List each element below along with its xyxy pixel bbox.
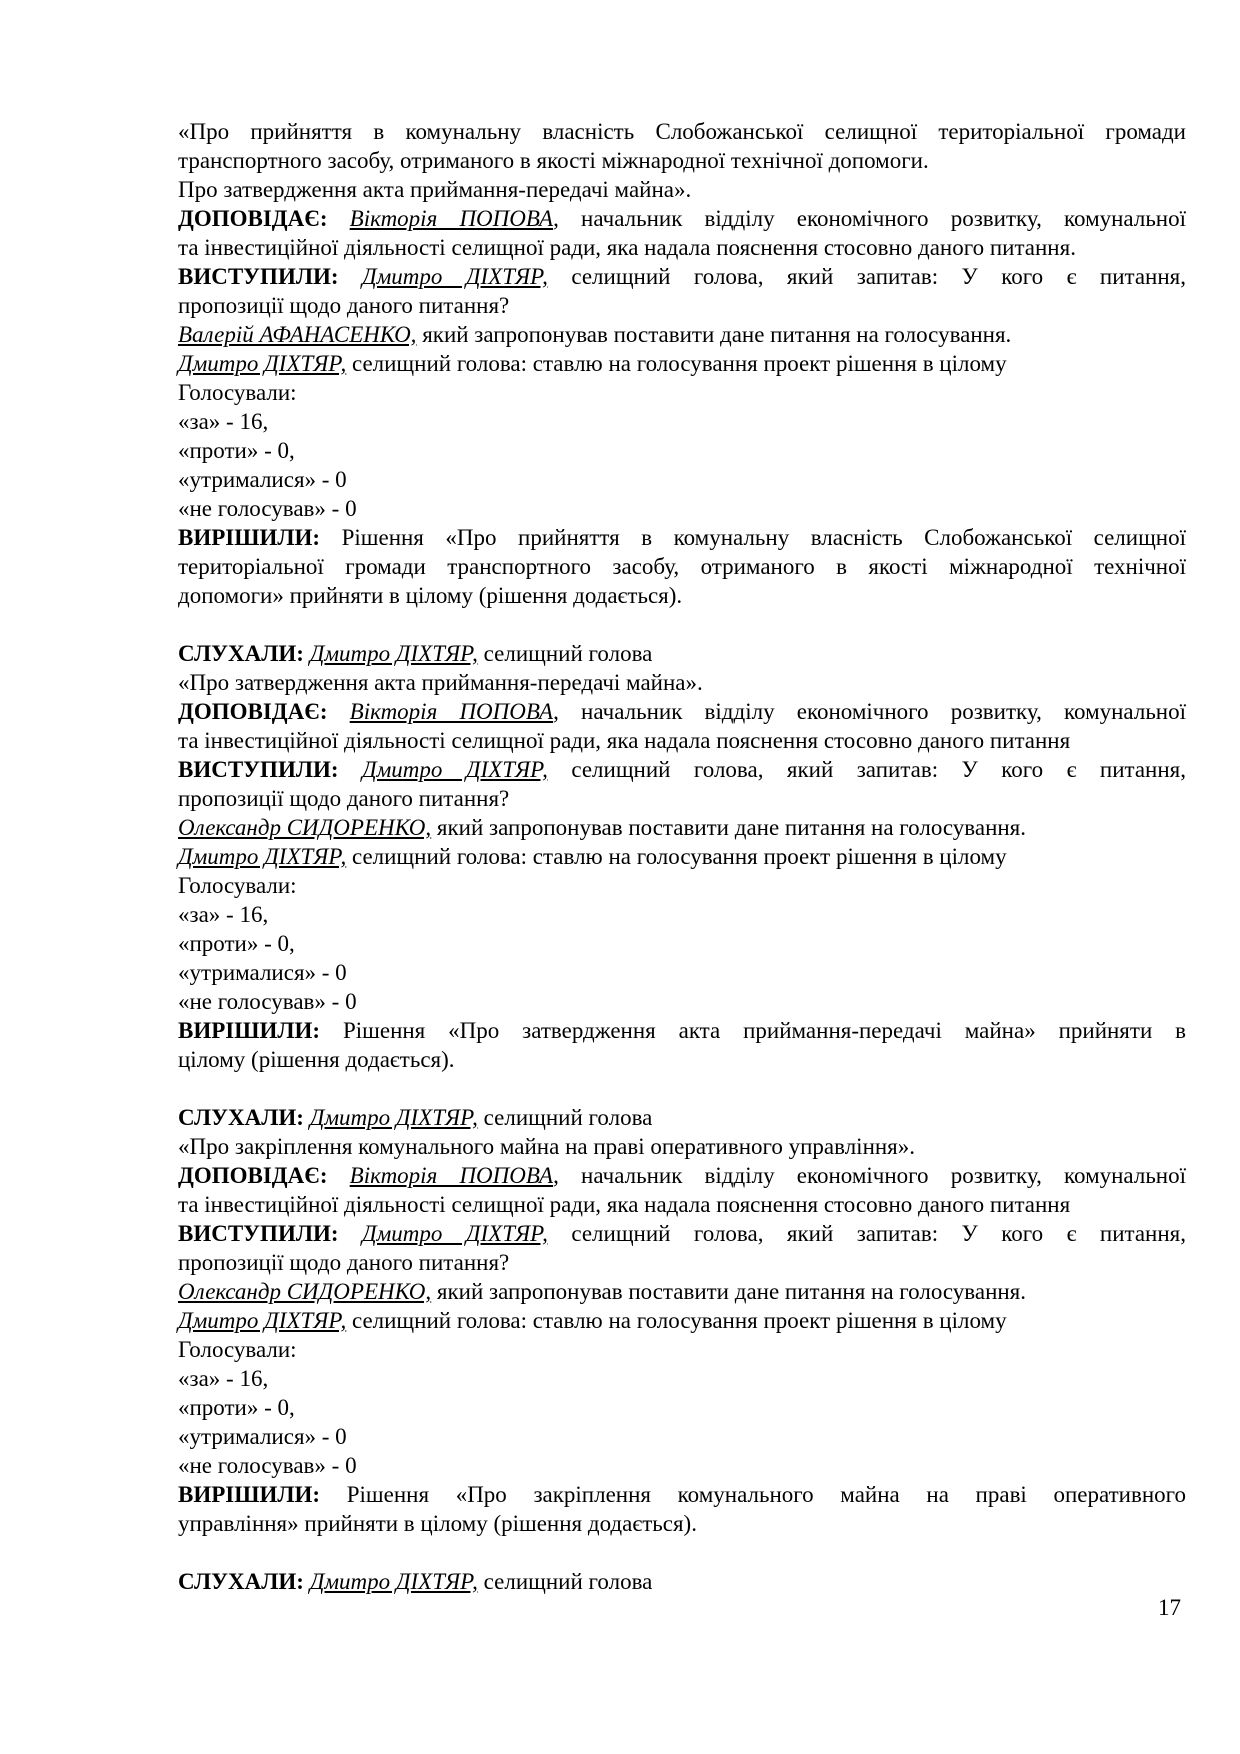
decision-text: Рішення «Про закріплення комунального майна на праві оперативного <box>320 1482 1186 1507</box>
heard-name: Дмитро ДІХТЯР, <box>309 641 478 666</box>
votes-heading: Голосували: <box>178 1337 297 1362</box>
decision-label: ВИРІШИЛИ: <box>178 1482 321 1507</box>
speakers-line: пропозиції щодо даного питання? <box>178 1250 510 1275</box>
heard-label: СЛУХАЛИ: <box>178 1105 304 1130</box>
speakers-text: селищний голова, який запитав: У кого є питання, <box>547 757 1187 782</box>
chair-name: Дмитро ДІХТЯР, <box>178 1308 347 1333</box>
decision-line: допомоги» прийняти в цілому (рішення додається). <box>178 583 683 608</box>
report-line <box>178 204 1186 233</box>
topic-line: транспортного засобу, отриманого в якості міжнародної технічної допомоги. <box>178 148 929 173</box>
vote-abstained: «утрималися» - 0 <box>178 467 347 492</box>
vote-not-voted: «не голосував» - 0 <box>178 496 357 521</box>
proposer-line <box>178 1277 1186 1306</box>
section-spacer <box>178 1538 1186 1567</box>
speaker-name: Дмитро ДІХТЯР, <box>361 757 548 782</box>
vote-for: «за» - 16, <box>178 409 269 434</box>
decision-label: ВИРІШИЛИ: <box>178 525 321 550</box>
speakers-line <box>178 1219 1186 1248</box>
heard-line <box>178 639 1186 668</box>
report-line: та інвестиційної діяльності селищної ради, яка надала пояснення стосовно даного питання. <box>178 235 1076 260</box>
agenda-section-3 <box>178 1103 1186 1538</box>
chair-text: селищний голова: ставлю на голосування проект рішення в цілому <box>346 351 1007 376</box>
vote-against: «проти» - 0, <box>178 931 295 956</box>
chair-line <box>178 842 1186 871</box>
speakers-label: ВИСТУПИЛИ: <box>178 1221 339 1246</box>
chair-name: Дмитро ДІХТЯР, <box>178 844 347 869</box>
chair-text: селищний голова: ставлю на голосування проект рішення в цілому <box>346 1308 1007 1333</box>
heard-name: Дмитро ДІХТЯР, <box>309 1105 478 1130</box>
speakers-line: пропозиції щодо даного питання? <box>178 786 510 811</box>
decision-label: ВИРІШИЛИ: <box>178 1018 321 1043</box>
section-spacer <box>178 610 1186 639</box>
proposer-line <box>178 813 1186 842</box>
agenda-section-1 <box>178 117 1186 610</box>
decision-line: територіальної громади транспортного засобу, отриманого в якості міжнародної технічної <box>178 554 1186 579</box>
heard-label: СЛУХАЛИ: <box>178 1569 304 1594</box>
speakers-line <box>178 262 1186 291</box>
reporter-name: Вікторія ПОПОВА <box>349 206 554 231</box>
heard-label: СЛУХАЛИ: <box>178 641 304 666</box>
proposer-name: Олександр СИДОРЕНКО, <box>178 815 432 840</box>
decision-text: Рішення «Про прийняття в комунальну власність Слобожанської селищної <box>320 525 1186 550</box>
proposer-text: який запропонував поставити дане питання на голосування. <box>431 1279 1027 1304</box>
heard-text: селищний голова <box>477 1569 653 1594</box>
topic-line: «Про затвердження акта приймання-передачі майна». <box>178 670 703 695</box>
report-label: ДОПОВІДАЄ: <box>178 1163 328 1188</box>
report-text: , начальник відділу економічного розвитку, комунальної <box>553 206 1187 231</box>
decision-line <box>178 1480 1186 1509</box>
heard-line <box>178 1567 1186 1596</box>
speakers-text: селищний голова, який запитав: У кого є питання, <box>547 264 1187 289</box>
decision-line <box>178 1016 1186 1045</box>
decision-text: Рішення «Про затвердження акта приймання-передачі майна» прийняти в <box>320 1018 1186 1043</box>
heard-text: селищний голова <box>477 641 653 666</box>
report-line <box>178 1161 1186 1190</box>
proposer-name: Валерій АФАНАСЕНКО, <box>178 322 417 347</box>
proposer-line <box>178 320 1186 349</box>
speakers-label: ВИСТУПИЛИ: <box>178 264 339 289</box>
report-text: , начальник відділу економічного розвитку, комунальної <box>553 1163 1187 1188</box>
report-label: ДОПОВІДАЄ: <box>178 206 328 231</box>
vote-for: «за» - 16, <box>178 1366 269 1391</box>
speaker-name: Дмитро ДІХТЯР, <box>361 1221 548 1246</box>
report-line: та інвестиційної діяльності селищної ради, яка надала пояснення стосовно даного питання <box>178 728 1071 753</box>
report-text: , начальник відділу економічного розвитку, комунальної <box>553 699 1187 724</box>
decision-line <box>178 523 1186 552</box>
vote-against: «проти» - 0, <box>178 438 295 463</box>
page-number: 17 <box>1158 1595 1181 1620</box>
heard-text: селищний голова <box>477 1105 653 1130</box>
agenda-section-2 <box>178 639 1186 1074</box>
heard-line <box>178 1103 1186 1132</box>
topic-line: «Про прийняття в комунальну власність Слобожанської селищної територіальної громади <box>178 119 1186 144</box>
reporter-name: Вікторія ПОПОВА <box>349 1163 554 1188</box>
vote-against: «проти» - 0, <box>178 1395 295 1420</box>
votes-heading: Голосували: <box>178 380 297 405</box>
chair-line <box>178 1306 1186 1335</box>
vote-not-voted: «не голосував» - 0 <box>178 989 357 1014</box>
chair-line <box>178 349 1186 378</box>
vote-abstained: «утрималися» - 0 <box>178 1424 347 1449</box>
speaker-name: Дмитро ДІХТЯР, <box>361 264 548 289</box>
speakers-line <box>178 755 1186 784</box>
decision-line: управління» прийняти в цілому (рішення додається). <box>178 1511 697 1536</box>
reporter-name: Вікторія ПОПОВА <box>349 699 554 724</box>
report-label: ДОПОВІДАЄ: <box>178 699 328 724</box>
heard-name: Дмитро ДІХТЯР, <box>309 1569 478 1594</box>
speakers-text: селищний голова, який запитав: У кого є питання, <box>547 1221 1187 1246</box>
speakers-label: ВИСТУПИЛИ: <box>178 757 339 782</box>
section-spacer <box>178 1074 1186 1103</box>
document-page <box>178 117 1186 1596</box>
report-line <box>178 697 1186 726</box>
report-line: та інвестиційної діяльності селищної ради, яка надала пояснення стосовно даного питання <box>178 1192 1071 1217</box>
votes-heading: Голосували: <box>178 873 297 898</box>
proposer-text: який запропонував поставити дане питання на голосування. <box>431 815 1027 840</box>
speakers-line: пропозиції щодо даного питання? <box>178 293 510 318</box>
proposer-name: Олександр СИДОРЕНКО, <box>178 1279 432 1304</box>
topic-line: Про затвердження акта приймання-передачі майна». <box>178 177 692 202</box>
decision-line: цілому (рішення додається). <box>178 1047 455 1072</box>
chair-text: селищний голова: ставлю на голосування проект рішення в цілому <box>346 844 1007 869</box>
topic-line: «Про закріплення комунального майна на праві оперативного управління». <box>178 1134 916 1159</box>
vote-abstained: «утрималися» - 0 <box>178 960 347 985</box>
chair-name: Дмитро ДІХТЯР, <box>178 351 347 376</box>
proposer-text: який запропонував поставити дане питання на голосування. <box>416 322 1012 347</box>
vote-not-voted: «не голосував» - 0 <box>178 1453 357 1478</box>
vote-for: «за» - 16, <box>178 902 269 927</box>
